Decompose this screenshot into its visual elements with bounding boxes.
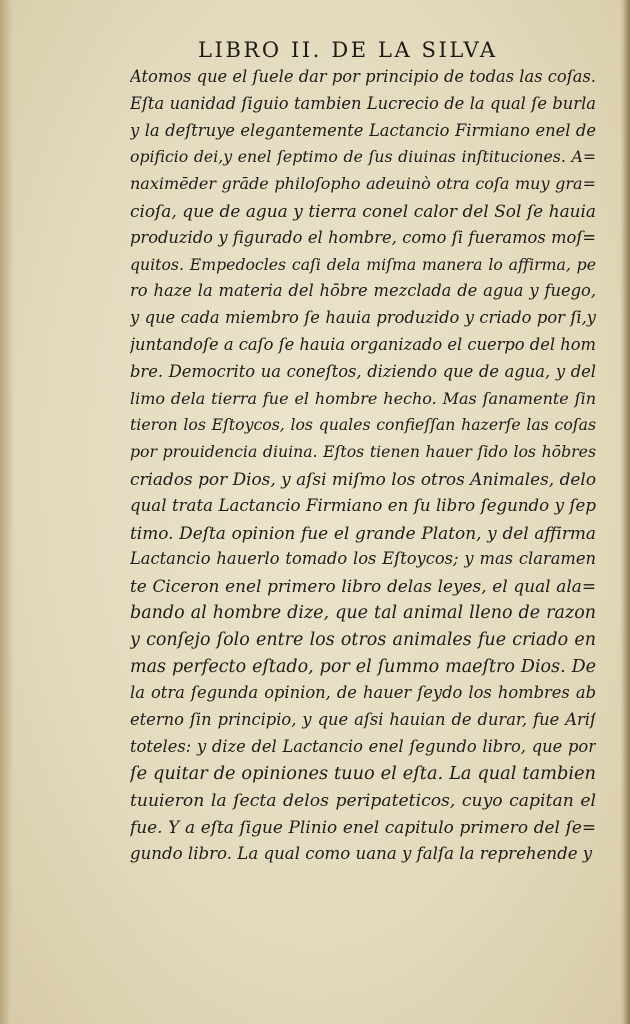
text-line: bre. Democrito ua coneſtos, diziendo que de agua, y del [130,361,596,381]
text-line: cioſa, que de agua y tierra conel calor del Sol ſe hauia [130,200,596,221]
text-line: opificio dei,y enel ſeptimo de ſus diuinas inſtituciones. A= [130,147,596,167]
text-line: y la deſtruye elegantemente Lactancio Firmiano enel de [130,120,596,140]
text-line: ro haze la materia del hōbre mezclada de agua y fuego, [130,281,596,301]
text-line: ſe quitar de opiniones tuuo el eſta. La qual tambien [130,762,596,784]
text-line: mas perfecto eſtado, por el ſummo maeſtro Dios. De [130,656,596,677]
text-line: y conſejo ſolo entre los otros animales fue criado en [130,629,596,650]
text-line: tieron los Eſtoycos, los quales confieſſan hazerſe las coſas [130,415,596,435]
text-line: te Ciceron enel primero libro delas leyes, el qual ala= [130,576,596,597]
text-line: tuuieron la ſecta delos peripateticos, cuyo capitan el [130,790,596,811]
text-line: fue. Y a eſta ſigue Plinio enel capitulo primero del ſe= [130,817,596,838]
text-block [130,64,596,868]
text-line: Eſta uanidad ſiguio tambien Lucrecio de la qual ſe burla [130,93,596,113]
text-line: Lactancio hauerlo tomado los Eſtoycos; y mas claramen [130,549,596,569]
text-line: limo dela tierra fue el hombre hecho. Mas ſanamente ſin [130,388,596,408]
running-head: LIBRO II. DE LA SILVA [198,38,498,62]
page-gutter-shadow [0,0,14,1024]
text-line: y que cada miembro ſe hauia produzido y criado por ſi,y [130,308,596,328]
text-line: eterno ſin principio, y que aſsi hauian de durar, fue Ariſ [130,710,596,730]
text-line: naximēder grāde philoſopho adeuinò otra coſa muy gra= [130,174,596,194]
text-line: qual trata Lactancio Firmiano en ſu libro ſegundo y ſep [130,495,596,515]
text-line: gundo libro. La qual como uana y falſa la reprehende y [130,844,593,864]
text-line: produzido y figurado el hombre, como ſi fueramos moſ= [130,227,596,247]
text-line: Atomos que el ſuele dar por principio de todas las coſas. [130,67,596,86]
text-line: juntandoſe a caſo ſe hauia organizado el cuerpo del hom [130,334,596,354]
text-line: criados por Dios, y aſsi miſmo los otros Animales, delo [130,468,596,489]
text-line: bando al hombre dize, que tal animal lleno de razon [130,602,596,623]
page-edge-shadow [620,0,630,1024]
text-line: toteles: y dize del Lactancio enel ſegundo libro, que por [130,736,596,756]
text-line: timo. Deſta opinion fue el grande Platon, y del affirma [130,522,596,543]
text-line: quitos. Empedocles caſi dela miſma manera lo affirma, pe [130,254,596,274]
text-line: la otra ſegunda opinion, de hauer ſeydo los hombres ab [130,683,596,703]
text-line: por prouidencia diuina. Eſtos tienen hauer ſido los hōbres [130,442,596,462]
